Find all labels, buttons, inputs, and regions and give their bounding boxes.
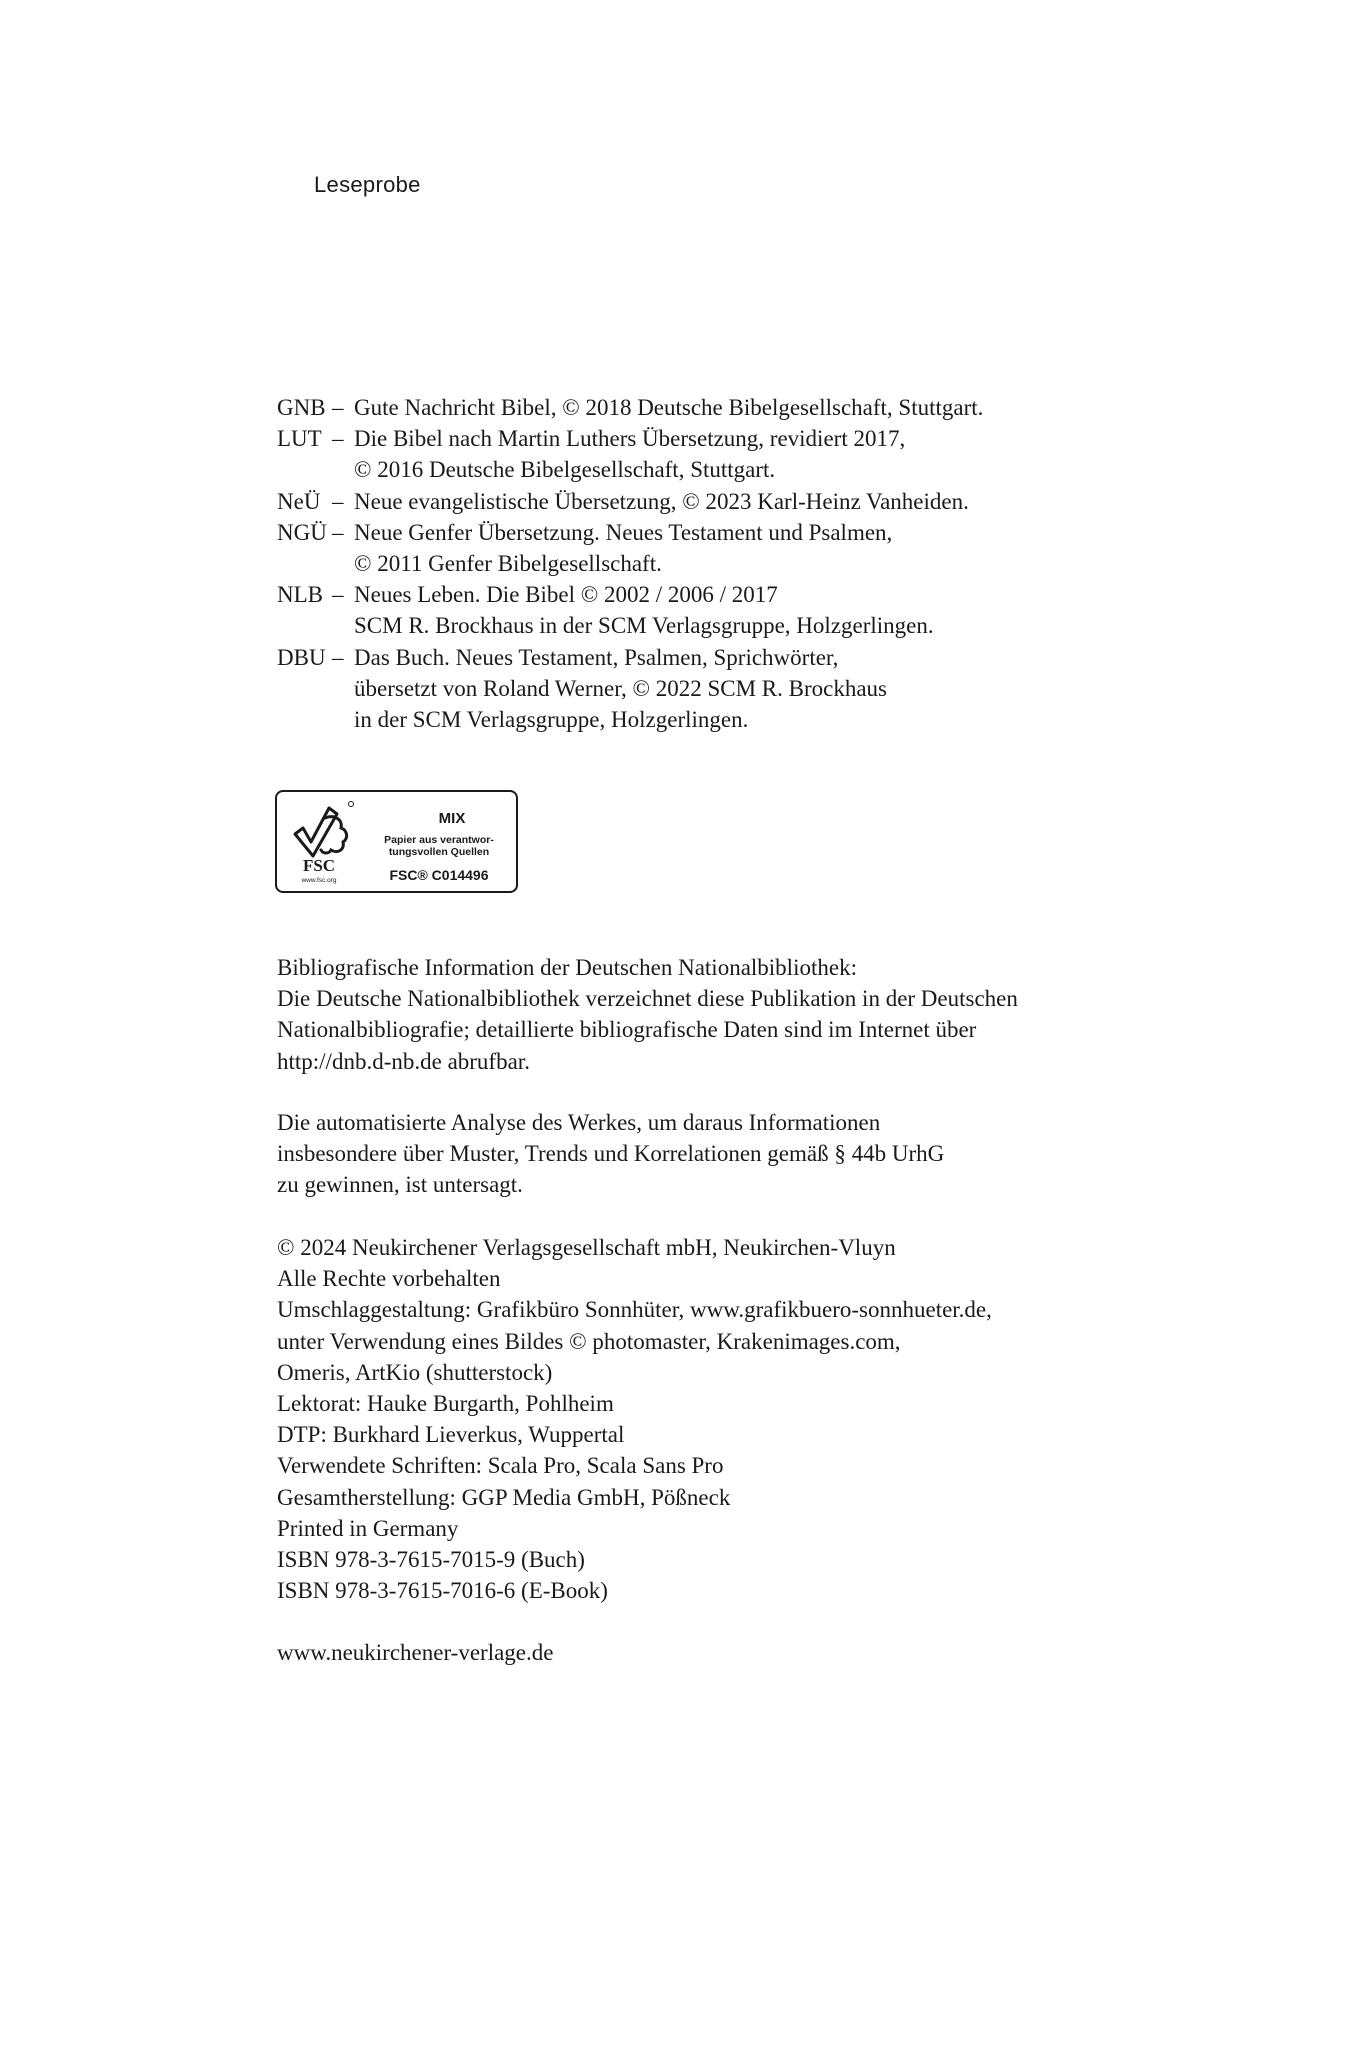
- abbreviation-dash: –: [332, 426, 344, 452]
- fsc-logo-text: FSC: [302, 856, 336, 875]
- fsc-paper-line: tungsvollen Quellen: [388, 846, 490, 858]
- abbreviation-dash: –: [332, 519, 344, 545]
- bibliographic-line: http://dnb.d-nb.de abrufbar.: [277, 1048, 530, 1074]
- analysis-line: insbesondere über Muster, Trends und Korrelationen gemäß § 44b UrhG: [277, 1141, 945, 1167]
- abbreviation-line: Das Buch. Neues Testament, Psalmen, Sprichwörter,: [354, 644, 839, 670]
- imprint-line: Omeris, ArtKio (shutterstock): [277, 1359, 553, 1385]
- bibliographic-line: Bibliografische Information der Deutschen Nationalbibliothek:: [277, 955, 857, 980]
- abbreviation-code: LUT: [277, 426, 322, 452]
- bibliographic-line: Nationalbibliografie; detaillierte bibliografische Daten sind im Internet über: [277, 1017, 977, 1043]
- analysis-notice: [277, 1107, 944, 1201]
- abbreviation-entry-neu: [277, 486, 983, 517]
- imprint-line: Printed in Germany: [277, 1515, 459, 1541]
- abbreviation-dash: –: [332, 644, 344, 670]
- abbreviation-code: GNB: [277, 395, 326, 420]
- abbreviation-dash: –: [332, 488, 344, 514]
- abbreviation-entry-gnb: [277, 392, 983, 423]
- imprint-line: DTP: Burkhard Lieverkus, Wuppertal: [277, 1422, 625, 1448]
- fsc-paper-line: Papier aus verantwor-: [384, 834, 494, 846]
- imprint-line: Verwendete Schriften: Scala Pro, Scala Sans Pro: [277, 1453, 724, 1479]
- abbreviation-line: SCM R. Brockhaus in der SCM Verlagsgruppe, Holzgerlingen.: [354, 613, 934, 639]
- abbreviation-dash: –: [332, 582, 344, 608]
- abbreviation-entry-ngu: [277, 517, 983, 579]
- leseprobe-label: Leseprobe: [314, 172, 421, 197]
- imprint-line: © 2024 Neukirchener Verlagsgesellschaft mbH, Neukirchen-Vluyn: [277, 1235, 896, 1260]
- abbreviation-line: © 2011 Genfer Bibelgesellschaft.: [354, 551, 662, 577]
- publisher-website: [277, 1637, 553, 1668]
- isbn-line: ISBN 978-3-7615-7016-6 (E-Book): [277, 1578, 608, 1604]
- abbreviation-text: [354, 579, 934, 641]
- abbreviation-line: © 2016 Deutsche Bibelgesellschaft, Stuttgart.: [354, 457, 776, 483]
- fsc-mix-label: MIX: [438, 810, 466, 827]
- fsc-tree-check-icon: [285, 798, 357, 886]
- abbreviation-list: [277, 392, 983, 735]
- abbreviation-line: Neue Genfer Übersetzung. Neues Testament und Psalmen,: [354, 519, 893, 545]
- imprint: [277, 1232, 992, 1606]
- abbreviation-dash: –: [332, 395, 344, 420]
- imprint-line: Umschlaggestaltung: Grafikbüro Sonnhüter, www.grafikbuero-sonnhueter.de,: [277, 1297, 992, 1323]
- abbreviation-text: [354, 423, 905, 485]
- imprint-line: Lektorat: Hauke Burgarth, Pohlheim: [277, 1391, 614, 1417]
- abbreviation-entry-dbu: [277, 642, 983, 736]
- fsc-label: [275, 790, 518, 893]
- abbreviation-code: DBU: [277, 644, 326, 670]
- abbreviation-text: [354, 486, 969, 517]
- abbreviation-code: NGÜ: [277, 519, 327, 545]
- isbn-line: ISBN 978-3-7615-7015-9 (Buch): [277, 1547, 585, 1573]
- abbreviation-text: [354, 517, 892, 579]
- abbreviation-text: [354, 392, 983, 423]
- bibliographic-information: [277, 952, 1018, 1077]
- abbreviation-line: Neue evangelistische Übersetzung, © 2023 Karl-Heinz Vanheiden.: [354, 488, 969, 514]
- abbreviation-entry-nlb: [277, 579, 983, 641]
- abbreviation-code: NeÜ: [277, 488, 321, 514]
- imprint-line: Alle Rechte vorbehalten: [277, 1266, 501, 1292]
- fsc-logo-url: www.fsc.org: [301, 877, 337, 884]
- website-text: www.neukirchener-verlage.de: [277, 1640, 554, 1665]
- imprint-line: unter Verwendung eines Bildes © photomaster, Krakenimages.com,: [277, 1328, 901, 1354]
- analysis-line: zu gewinnen, ist untersagt.: [277, 1172, 523, 1198]
- abbreviation-text: [354, 642, 887, 736]
- abbreviation-line: Die Bibel nach Martin Luthers Übersetzung, revidiert 2017,: [354, 426, 906, 452]
- abbreviation-line: Neues Leben. Die Bibel © 2002 / 2006 / 2017: [354, 582, 778, 608]
- fsc-license-code: FSC® C014496: [389, 867, 489, 883]
- abbreviation-line: übersetzt von Roland Werner, © 2022 SCM R. Brockhaus: [354, 675, 887, 701]
- abbreviation-code: NLB: [277, 582, 323, 608]
- imprint-line: Gesamtherstellung: GGP Media GmbH, Pößneck: [277, 1484, 731, 1510]
- fsc-paper-text: [369, 834, 509, 858]
- analysis-line: Die automatisierte Analyse des Werkes, um daraus Informationen: [277, 1110, 881, 1135]
- abbreviation-entry-lut: [277, 423, 983, 485]
- abbreviation-line: Gute Nachricht Bibel, © 2018 Deutsche Bibelgesellschaft, Stuttgart.: [354, 395, 984, 420]
- abbreviation-line: in der SCM Verlagsgruppe, Holzgerlingen.: [354, 707, 749, 733]
- bibliographic-line: Die Deutsche Nationalbibliothek verzeichnet diese Publikation in der Deutschen: [277, 986, 1018, 1012]
